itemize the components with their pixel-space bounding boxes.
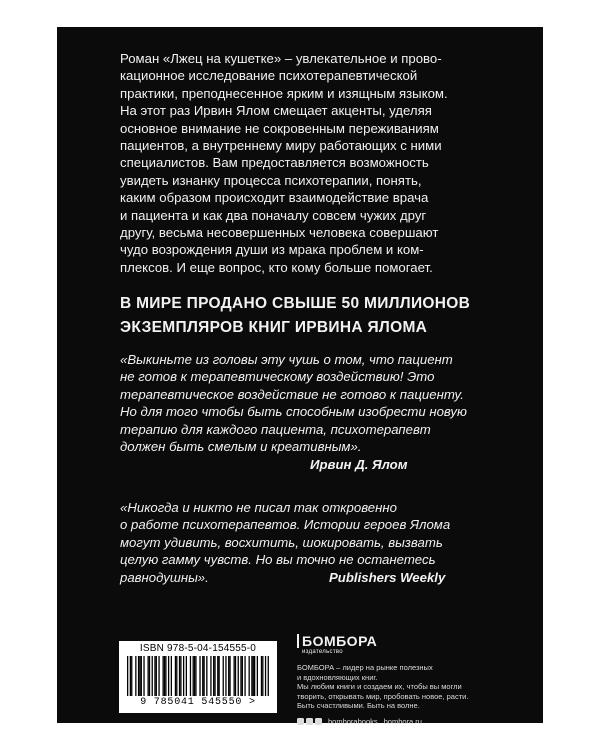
- barcode-bar: [217, 656, 218, 696]
- barcode-bar: [183, 656, 184, 696]
- barcode-bar: [138, 656, 139, 696]
- barcode-bar: [229, 656, 230, 696]
- barcode-bar: [235, 656, 236, 696]
- barcode-bar: [242, 656, 243, 696]
- barcode-bar: [180, 656, 181, 696]
- about-line: творить, открывать мир, пробовать новое, расти.: [297, 691, 469, 701]
- description-line: другу, весьма несовершенных человека совершают: [120, 225, 439, 241]
- isbn-number: ISBN 978-5-04-154555-0: [139, 643, 257, 654]
- barcode-bar: [171, 656, 172, 696]
- barcode-bar: [218, 656, 219, 696]
- description-line: кационное исследование психотерапевтической: [120, 68, 418, 84]
- barcode-bar: [158, 656, 159, 696]
- description-line: практики, преподнесенное ярким и изящным языком.: [120, 85, 448, 101]
- social-handle: bomborabooks: [328, 716, 378, 726]
- barcode-bar: [149, 656, 150, 696]
- quote-line: о работе психотерапевтов. Истории героев Ялома: [120, 517, 451, 533]
- description-line: каким образом происходит взаимодействие врача: [120, 190, 429, 206]
- social-network-icon: [315, 718, 322, 725]
- barcode-bar: [163, 656, 164, 696]
- description-line: На этот раз Ирвин Ялом смещает акценты, уделяя: [120, 103, 432, 119]
- barcode-bar: [210, 656, 211, 696]
- barcode-bar: [176, 656, 177, 696]
- quote-line: «Выкиньте из головы эту чушь о том, что пациент: [120, 352, 453, 367]
- barcode-bar: [251, 656, 252, 696]
- barcode-bar: [238, 656, 239, 696]
- headline-line: ЭКЗЕМПЛЯРОВ КНИГ ИРВИНА ЯЛОМА: [120, 319, 428, 336]
- description-line: плексов. И еще вопрос, кто кому больше помогает.: [120, 259, 433, 275]
- publisher-website: bombora.ru: [383, 716, 422, 726]
- barcode-bar: [143, 656, 144, 696]
- barcode-bar: [154, 656, 155, 696]
- description-line: пациентов, а внутреннему миру работающих с ними: [120, 138, 442, 154]
- barcode-bar: [223, 656, 224, 696]
- social-icons: [297, 718, 322, 725]
- barcode-bar: [203, 656, 204, 696]
- description-line: чудо возрождения души из мрака проблем и ком-: [120, 242, 424, 258]
- barcode-bar: [253, 656, 254, 696]
- book-description: [120, 50, 480, 276]
- barcode-bar: [261, 656, 262, 696]
- description-line: Роман «Лжец на кушетке» – увлекательное и прово-: [120, 51, 442, 66]
- barcode-bar: [135, 656, 136, 696]
- quote-author-publishers-weekly: Publishers Weekly: [329, 570, 446, 585]
- barcode-bar: [268, 656, 269, 696]
- quote-line: терапевтическое воздействие не готово к пациенту.: [120, 386, 464, 402]
- barcode-bar: [193, 656, 194, 696]
- barcode-bar: [225, 656, 226, 696]
- quote-line: «Никогда и никто не писал так откровенно: [120, 500, 397, 515]
- barcode-bar: [199, 656, 200, 696]
- barcode-bar: [194, 656, 195, 696]
- barcode-icon: [127, 656, 269, 696]
- barcode-bar: [202, 656, 203, 696]
- publisher-contacts: [297, 717, 537, 726]
- description-line: увидеть изнанку процесса психотерапии, понять,: [120, 172, 422, 188]
- quote-line: могут удивить, восхитить, шокировать, вызвать: [120, 534, 443, 550]
- barcode-bar: [214, 656, 215, 696]
- barcode-bar: [257, 656, 258, 696]
- barcode-digits: 9 785041 545550 >: [140, 697, 256, 708]
- barcode-bar: [186, 656, 187, 696]
- about-line: БОМБОРА – лидер на рынке полезных: [297, 663, 433, 672]
- barcode-bar: [213, 656, 214, 696]
- social-network-icon: [306, 718, 313, 725]
- description-line: основное внимание не сокровенным переживаниям: [120, 120, 439, 136]
- sales-headline: [120, 292, 500, 340]
- quote-line: Но для того чтобы быть способным изобрести новую: [120, 404, 467, 420]
- quote-author-yalom: Ирвин Д. Ялом: [310, 457, 408, 472]
- description-line: специалистов. Вам предоставляется возможность: [120, 155, 429, 171]
- publisher-about: [297, 663, 537, 711]
- publisher-subtitle: издательство: [302, 649, 343, 655]
- barcode-bar: [156, 656, 157, 696]
- barcode-bar: [179, 656, 180, 696]
- barcode-bar: [147, 656, 148, 696]
- barcode-bar: [127, 656, 128, 696]
- quote-line: не готов к терапевтическому воздействию! Это: [120, 369, 435, 385]
- barcode-bar: [139, 656, 140, 696]
- about-line: Мы любим книги и создаем их, чтобы вы могли: [297, 682, 462, 691]
- barcode-bar: [254, 656, 255, 696]
- barcode-bar: [165, 656, 166, 696]
- barcode-bar: [244, 656, 245, 696]
- barcode-bar: [164, 656, 165, 696]
- barcode-bar: [130, 656, 131, 696]
- barcode-bar: [228, 656, 229, 696]
- about-line: и вдохновляющих книг.: [297, 672, 378, 682]
- quote-line: должен быть смелым и креативным».: [120, 439, 362, 455]
- quote-line: терапию для каждого пациента, психотерапевт: [120, 421, 431, 437]
- about-line: Быть счастливыми. Быть на волне.: [297, 701, 420, 710]
- quote-line: равнодушны».: [120, 569, 209, 585]
- book-back-cover: [57, 27, 543, 726]
- quote-line: целую гамму чувств. Но вы точно не останетесь: [120, 552, 436, 568]
- publisher-block: [297, 634, 537, 726]
- barcode-bar: [175, 656, 176, 696]
- barcode-bar: [240, 656, 241, 696]
- barcode-bar: [206, 656, 207, 696]
- publisher-logo: БОМБОРА: [297, 634, 377, 648]
- barcode-bar: [190, 656, 191, 696]
- barcode-bar: [265, 656, 266, 696]
- barcode-bar: [152, 656, 153, 696]
- barcode-bar: [141, 656, 142, 696]
- barcode-bar: [195, 656, 196, 696]
- description-line: и пациента и как два поначалу совсем чужих друг: [120, 207, 427, 223]
- barcode-bar: [131, 656, 132, 696]
- barcode-bar: [262, 656, 263, 696]
- author-quote: [120, 351, 490, 455]
- barcode-bar: [249, 656, 250, 696]
- isbn-barcode: [119, 641, 277, 713]
- barcode-bar: [168, 656, 169, 696]
- headline-line: В МИРЕ ПРОДАНО СВЫШЕ 50 МИЛЛИОНОВ: [120, 295, 471, 312]
- barcode-bar: [234, 656, 235, 696]
- social-network-icon: [297, 718, 304, 725]
